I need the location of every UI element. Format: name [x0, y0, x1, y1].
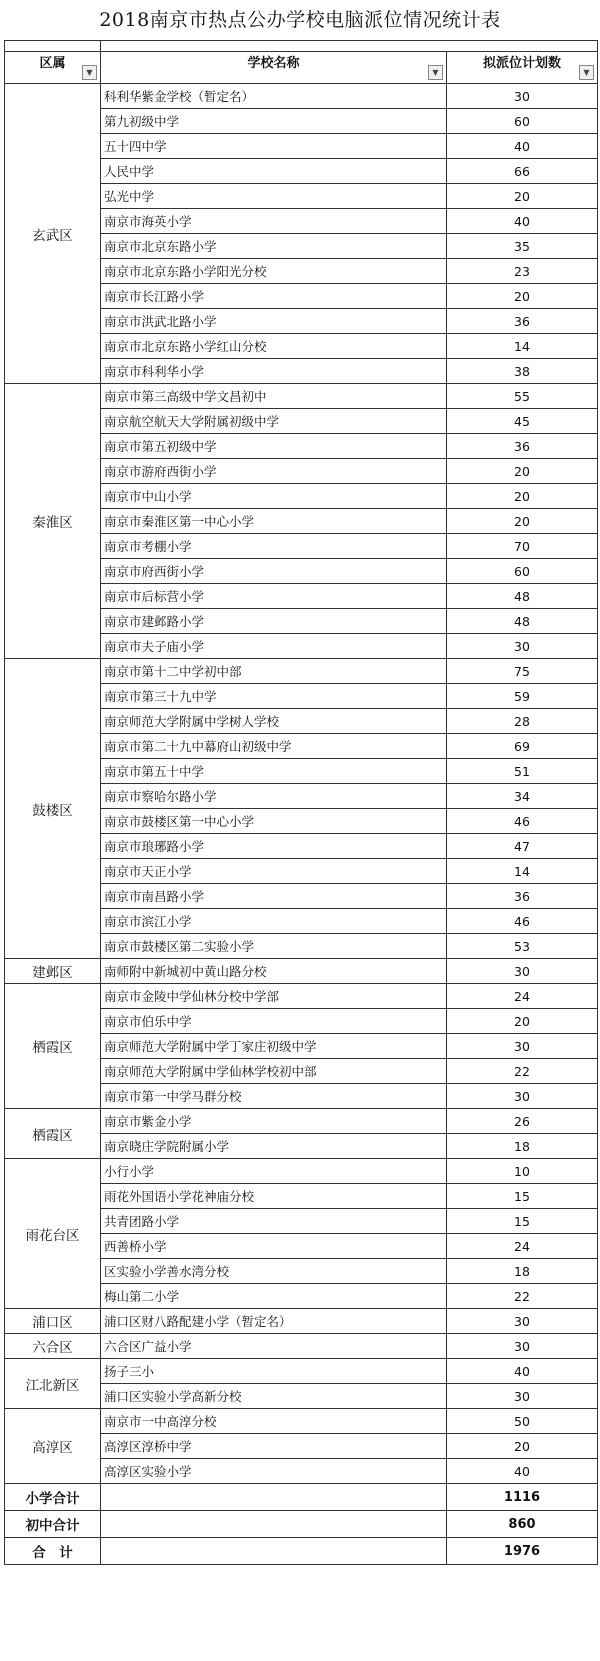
school-name-cell: 南京晓庄学院附属小学	[101, 1134, 447, 1159]
plan-count-cell: 18	[447, 1259, 598, 1284]
plan-count-cell: 24	[447, 984, 598, 1009]
header-plan[interactable]	[447, 52, 598, 84]
school-name-cell: 弘光中学	[101, 184, 447, 209]
school-name-cell: 区实验小学善水湾分校	[101, 1259, 447, 1284]
plan-count-cell: 20	[447, 484, 598, 509]
plan-count-cell: 47	[447, 834, 598, 859]
school-name-cell: 南京市科利华小学	[101, 359, 447, 384]
school-name-cell: 南京市第三高级中学文昌初中	[101, 384, 447, 409]
plan-count-cell: 60	[447, 109, 598, 134]
school-name-cell: 雨花外国语小学花神庙分校	[101, 1184, 447, 1209]
spacer-cell	[5, 41, 101, 52]
school-name-cell: 南京市伯乐中学	[101, 1009, 447, 1034]
school-name-cell: 科利华紫金学校（暂定名）	[101, 84, 447, 109]
school-name-cell: 南京市第十二中学初中部	[101, 659, 447, 684]
school-name-cell: 南京市第三十九中学	[101, 684, 447, 709]
total-label: 合 计	[5, 1538, 101, 1565]
plan-count-cell: 30	[447, 1384, 598, 1409]
school-name-cell: 小行小学	[101, 1159, 447, 1184]
table-row	[5, 1309, 598, 1334]
school-name-cell: 高淳区淳桥中学	[101, 1434, 447, 1459]
plan-count-cell: 40	[447, 1459, 598, 1484]
table-row	[5, 1334, 598, 1359]
school-name-cell: 梅山第二小学	[101, 1284, 447, 1309]
plan-count-cell: 34	[447, 784, 598, 809]
school-name-cell: 南京市游府西街小学	[101, 459, 447, 484]
table-row	[5, 1109, 598, 1134]
school-name-cell: 第九初级中学	[101, 109, 447, 134]
school-name-cell: 南京市察哈尔路小学	[101, 784, 447, 809]
school-name-cell: 南京市第二十九中幕府山初级中学	[101, 734, 447, 759]
filter-dropdown-icon[interactable]: ▼	[428, 65, 443, 80]
plan-count-cell: 20	[447, 1434, 598, 1459]
header-plan-label: 拟派位计划数	[482, 56, 561, 71]
header-school-label: 学校名称	[247, 56, 300, 71]
spacer-row	[5, 41, 598, 52]
district-cell: 栖霞区	[5, 984, 101, 1109]
school-name-cell: 南京师范大学附属中学树人学校	[101, 709, 447, 734]
school-name-cell: 南京市天正小学	[101, 859, 447, 884]
school-name-cell: 南京航空航天大学附属初级中学	[101, 409, 447, 434]
plan-count-cell: 14	[447, 334, 598, 359]
plan-count-cell: 18	[447, 1134, 598, 1159]
school-name-cell: 南京市南昌路小学	[101, 884, 447, 909]
school-name-cell: 南京师范大学附属中学仙林学校初中部	[101, 1059, 447, 1084]
district-cell: 秦淮区	[5, 384, 101, 659]
plan-count-cell: 14	[447, 859, 598, 884]
plan-count-cell: 20	[447, 509, 598, 534]
plan-count-cell: 20	[447, 1009, 598, 1034]
total-value: 1116	[447, 1484, 598, 1511]
allocation-table	[4, 40, 598, 1565]
plan-count-cell: 30	[447, 84, 598, 109]
school-name-cell: 浦口区实验小学高新分校	[101, 1384, 447, 1409]
school-name-cell: 南京市海英小学	[101, 209, 447, 234]
plan-count-cell: 66	[447, 159, 598, 184]
plan-count-cell: 45	[447, 409, 598, 434]
district-cell: 建邺区	[5, 959, 101, 984]
plan-count-cell: 28	[447, 709, 598, 734]
total-value: 860	[447, 1511, 598, 1538]
school-name-cell: 共青团路小学	[101, 1209, 447, 1234]
school-name-cell: 南京市第五十中学	[101, 759, 447, 784]
header-district-label: 区属	[39, 56, 66, 71]
school-name-cell: 南京市一中高淳分校	[101, 1409, 447, 1434]
filter-dropdown-icon[interactable]: ▼	[82, 65, 97, 80]
district-cell: 江北新区	[5, 1359, 101, 1409]
school-name-cell: 高淳区实验小学	[101, 1459, 447, 1484]
plan-count-cell: 36	[447, 309, 598, 334]
total-label: 初中合计	[5, 1511, 101, 1538]
plan-count-cell: 20	[447, 284, 598, 309]
plan-count-cell: 51	[447, 759, 598, 784]
plan-count-cell: 40	[447, 134, 598, 159]
school-name-cell: 南京市琅琊路小学	[101, 834, 447, 859]
total-row	[5, 1484, 598, 1511]
table-row	[5, 1159, 598, 1184]
plan-count-cell: 22	[447, 1059, 598, 1084]
school-name-cell: 南京市紫金小学	[101, 1109, 447, 1134]
school-name-cell: 南京市北京东路小学阳光分校	[101, 259, 447, 284]
district-cell: 雨花台区	[5, 1159, 101, 1309]
plan-count-cell: 30	[447, 634, 598, 659]
school-name-cell: 南京市第一中学马群分校	[101, 1084, 447, 1109]
plan-count-cell: 69	[447, 734, 598, 759]
plan-count-cell: 30	[447, 1334, 598, 1359]
school-name-cell: 六合区广益小学	[101, 1334, 447, 1359]
plan-count-cell: 50	[447, 1409, 598, 1434]
district-cell: 浦口区	[5, 1309, 101, 1334]
plan-count-cell: 30	[447, 959, 598, 984]
plan-count-cell: 20	[447, 184, 598, 209]
table-row	[5, 1409, 598, 1434]
total-row	[5, 1511, 598, 1538]
plan-count-cell: 30	[447, 1034, 598, 1059]
school-name-cell: 南京市夫子庙小学	[101, 634, 447, 659]
school-name-cell: 南京师范大学附属中学丁家庄初级中学	[101, 1034, 447, 1059]
school-name-cell: 南京市北京东路小学红山分校	[101, 334, 447, 359]
school-name-cell: 南师附中新城初中黄山路分校	[101, 959, 447, 984]
district-cell: 高淳区	[5, 1409, 101, 1484]
plan-count-cell: 46	[447, 909, 598, 934]
plan-count-cell: 40	[447, 209, 598, 234]
table-row	[5, 84, 598, 109]
district-cell: 鼓楼区	[5, 659, 101, 959]
district-cell: 玄武区	[5, 84, 101, 384]
plan-count-cell: 23	[447, 259, 598, 284]
school-name-cell: 南京市长江路小学	[101, 284, 447, 309]
school-name-cell: 南京市洪武北路小学	[101, 309, 447, 334]
plan-count-cell: 30	[447, 1084, 598, 1109]
total-label: 小学合计	[5, 1484, 101, 1511]
plan-count-cell: 22	[447, 1284, 598, 1309]
plan-count-cell: 10	[447, 1159, 598, 1184]
school-name-cell: 南京市后标营小学	[101, 584, 447, 609]
plan-count-cell: 40	[447, 1359, 598, 1384]
school-name-cell: 南京市考棚小学	[101, 534, 447, 559]
plan-count-cell: 24	[447, 1234, 598, 1259]
plan-count-cell: 26	[447, 1109, 598, 1134]
plan-count-cell: 48	[447, 609, 598, 634]
school-name-cell: 五十四中学	[101, 134, 447, 159]
table-row	[5, 984, 598, 1009]
table-row	[5, 959, 598, 984]
header-school[interactable]	[101, 52, 447, 84]
plan-count-cell: 59	[447, 684, 598, 709]
total-empty-cell	[101, 1484, 447, 1511]
plan-count-cell: 53	[447, 934, 598, 959]
header-row	[5, 52, 598, 84]
plan-count-cell: 46	[447, 809, 598, 834]
header-district[interactable]	[5, 52, 101, 84]
spacer-cell	[101, 41, 598, 52]
table-title: 2018南京市热点公办学校电脑派位情况统计表	[99, 9, 501, 31]
school-name-cell: 西善桥小学	[101, 1234, 447, 1259]
total-empty-cell	[101, 1538, 447, 1565]
school-name-cell: 南京市秦淮区第一中心小学	[101, 509, 447, 534]
table-row	[5, 384, 598, 409]
school-name-cell: 南京市鼓楼区第一中心小学	[101, 809, 447, 834]
district-cell: 栖霞区	[5, 1109, 101, 1159]
plan-count-cell: 15	[447, 1209, 598, 1234]
filter-dropdown-icon[interactable]: ▼	[579, 65, 594, 80]
plan-count-cell: 35	[447, 234, 598, 259]
school-name-cell: 扬子三小	[101, 1359, 447, 1384]
plan-count-cell: 60	[447, 559, 598, 584]
plan-count-cell: 55	[447, 384, 598, 409]
school-name-cell: 南京市滨江小学	[101, 909, 447, 934]
school-name-cell: 南京市建邺路小学	[101, 609, 447, 634]
school-name-cell: 浦口区财八路配建小学（暂定名）	[101, 1309, 447, 1334]
plan-count-cell: 36	[447, 884, 598, 909]
plan-count-cell: 20	[447, 459, 598, 484]
total-value: 1976	[447, 1538, 598, 1565]
plan-count-cell: 48	[447, 584, 598, 609]
plan-count-cell: 70	[447, 534, 598, 559]
plan-count-cell: 38	[447, 359, 598, 384]
total-empty-cell	[101, 1511, 447, 1538]
total-row	[5, 1538, 598, 1565]
school-name-cell: 南京市中山小学	[101, 484, 447, 509]
school-name-cell: 南京市金陵中学仙林分校中学部	[101, 984, 447, 1009]
plan-count-cell: 30	[447, 1309, 598, 1334]
table-row	[5, 1359, 598, 1384]
plan-count-cell: 15	[447, 1184, 598, 1209]
plan-count-cell: 75	[447, 659, 598, 684]
school-name-cell: 南京市北京东路小学	[101, 234, 447, 259]
plan-count-cell: 36	[447, 434, 598, 459]
school-name-cell: 南京市第五初级中学	[101, 434, 447, 459]
school-name-cell: 人民中学	[101, 159, 447, 184]
school-name-cell: 南京市府西街小学	[101, 559, 447, 584]
table-row	[5, 659, 598, 684]
district-cell: 六合区	[5, 1334, 101, 1359]
school-name-cell: 南京市鼓楼区第二实验小学	[101, 934, 447, 959]
